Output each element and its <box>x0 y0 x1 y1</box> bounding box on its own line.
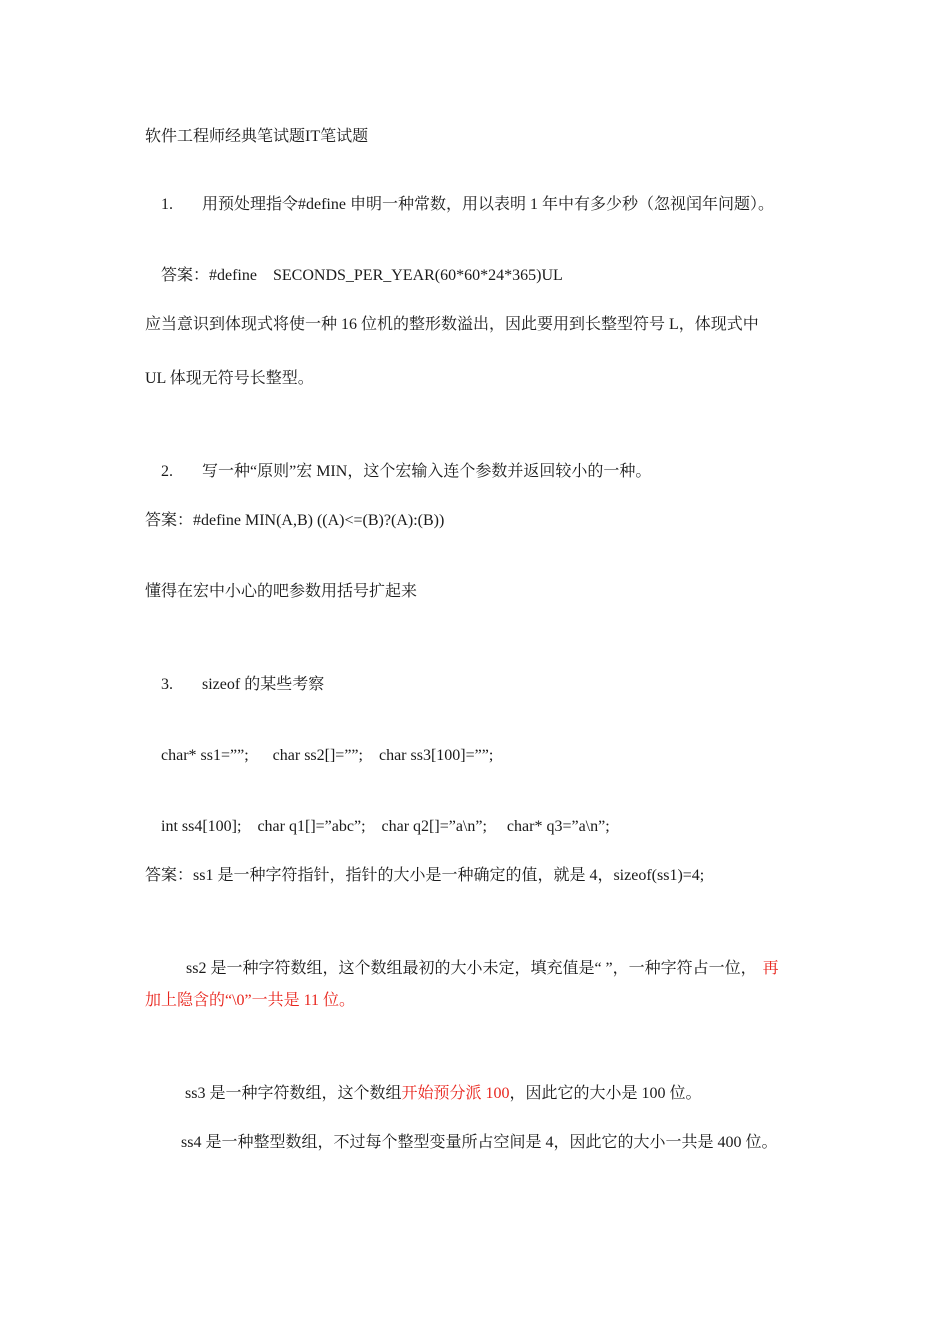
answer-code: SECONDS_PER_YEAR(60*60*24*365)UL <box>272 267 563 284</box>
answer-2: 答案：#define MIN(A,B) ((A)<=(B)?(A):(B)) <box>145 512 445 529</box>
answer-ss2-highlight: 再 <box>762 960 779 977</box>
question-number: 3. <box>161 676 173 693</box>
answer-1 <box>145 243 563 309</box>
code-line-2 <box>145 794 610 860</box>
code-ss2: char ss2[]=””; <box>272 747 363 764</box>
answer-ss2-line-2: 加上隐含的“\0”一共是 11 位。 <box>145 992 356 1009</box>
answer-ss3-text: ss3 是一种字符数组，这个数组 <box>185 1085 402 1102</box>
question-text: 用预处理指令#define 申明一种常数，用以表明 1 年中有多少秒（忽视闰年问题）。 <box>202 196 774 213</box>
code-q3: char* q3=”a\n”; <box>506 818 610 835</box>
answer-ss2-text: ss2 是一种字符数组，这个数组最初的大小未定，填充值是“ ”，一种字符占一位， <box>186 960 757 977</box>
document-title: 软件工程师经典笔试题IT笔试题 <box>145 128 369 145</box>
question-1 <box>145 172 774 238</box>
code-q1: char q1[]=”abc”; <box>257 818 366 835</box>
answer-label: 答案：#define <box>161 267 257 284</box>
answer-ss4: ss4 是一种整型数组，不过每个整型变量所占空间是 4，因此它的大小一共是 400 位。 <box>181 1134 778 1151</box>
question-text: 写一种“原则”宏 MIN，这个宏输入连个参数并返回较小的一种。 <box>202 463 652 480</box>
code-q2: char q2[]=”a\n”; <box>381 818 487 835</box>
code-ss4: int ss4[100]; <box>161 818 242 835</box>
code-ss3: char ss3[100]=””; <box>378 747 494 764</box>
question-number: 2. <box>161 463 173 480</box>
answer-ss3-text-end: ，因此它的大小是 100 位。 <box>509 1085 702 1102</box>
question-2 <box>145 439 651 505</box>
question-3 <box>145 652 324 718</box>
explanation-1-line-1: 应当意识到体现式将使一种 16 位机的整形数溢出，因此要用到长整型符号 L，体现式中 <box>145 316 759 333</box>
answer-ss3-highlight: 开始预分派 100 <box>401 1085 510 1102</box>
explanation-2: 懂得在宏中小心的吧参数用括号扩起来 <box>145 583 418 600</box>
code-line-1 <box>145 723 493 789</box>
question-text: sizeof 的某些考察 <box>202 676 325 693</box>
code-ss1: char* ss1=””; <box>161 747 249 764</box>
explanation-1-line-2: UL 体现无符号长整型。 <box>145 370 314 387</box>
answer-ss3 <box>169 1061 702 1127</box>
answer-ss1: 答案：ss1 是一种字符指针，指针的大小是一种确定的值，就是 4，sizeof(ss1)=4; <box>145 867 705 884</box>
question-number: 1. <box>161 196 173 213</box>
